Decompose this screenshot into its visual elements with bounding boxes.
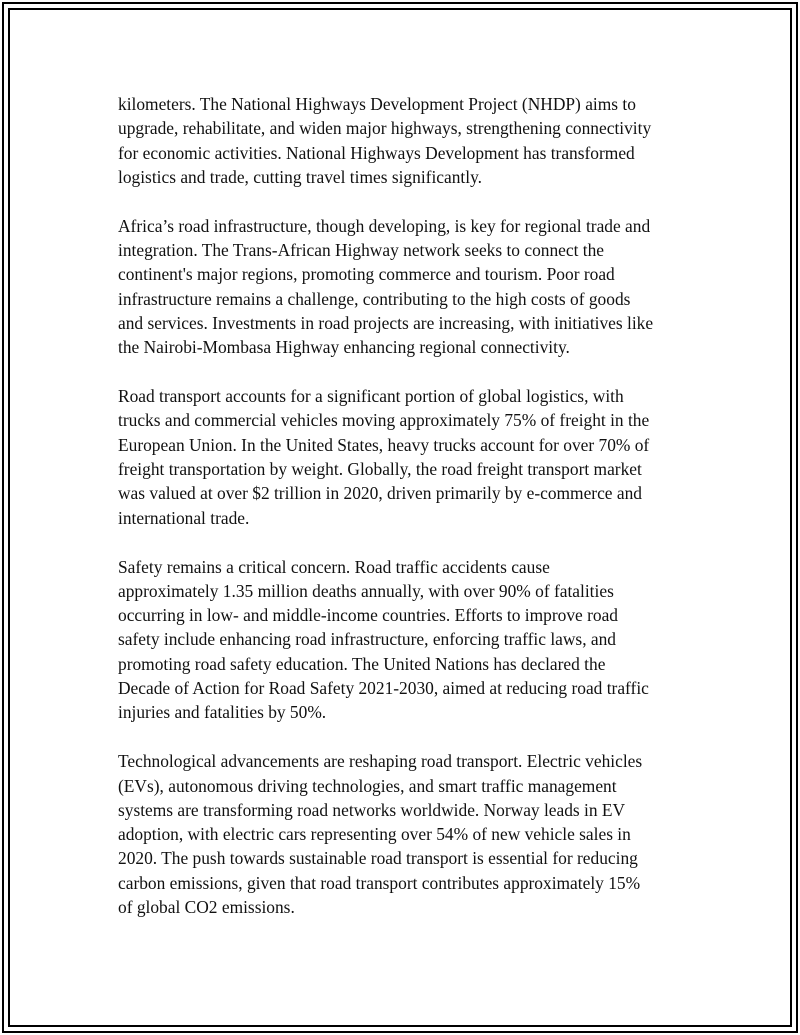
paragraph-road-freight: Road transport accounts for a significant portion of global logistics, with trucks and commercial vehicles moving approximately 75% of freight in the European Union. In the United States, heavy trucks account for over 70% of freight transportation by weight. Globally, the road freight transport market was valued at over $2 trillion in 2020, driven primarily by e-commerce and international trade. — [118, 386, 650, 528]
document-body — [118, 92, 708, 944]
paragraph-national-highways: kilometers. The National Highways Development Project (NHDP) aims to upgrade, rehabilitate, and widen major highways, strengthening connectivity for economic activities. National Highways Development has transformed logistics and trade, cutting travel times significantly. — [118, 94, 652, 187]
paragraph-road-safety: Safety remains a critical concern. Road traffic accidents cause approximately 1.35 million deaths annually, with over 90% of fatalities occurring in low- and middle-income countries. Efforts to improve road safety include enhancing road infrastructure, enforcing traffic laws, and promoting road safety education. The United Nations has declared the Decade of Action for Road Safety 2021-2030, aimed at reducing road traffic injuries and fatalities by 50%. — [118, 556, 649, 723]
paragraph-technology: Technological advancements are reshaping road transport. Electric vehicles (EVs), autonomous driving technologies, and smart traffic management systems are transforming road networks worldwide. Norway leads in EV adoption, with electric cars representing over 54% of new vehicle sales in 2020. The push towards sustainable road transport is essential for reducing carbon emissions, given that road transport contributes approximately 15% of global CO2 emissions. — [118, 751, 643, 917]
paragraph-africa-roads: Africa’s road infrastructure, though developing, is key for regional trade and integration. The Trans-African Highway network seeks to connect the continent's major regions, promoting commerce and tourism. Poor road infrastructure remains a challenge, contributing to the high costs of goods and services. Investments in road projects are increasing, with initiatives like the Nairobi-Mombasa Highway enhancing regional connectivity. — [118, 215, 654, 358]
